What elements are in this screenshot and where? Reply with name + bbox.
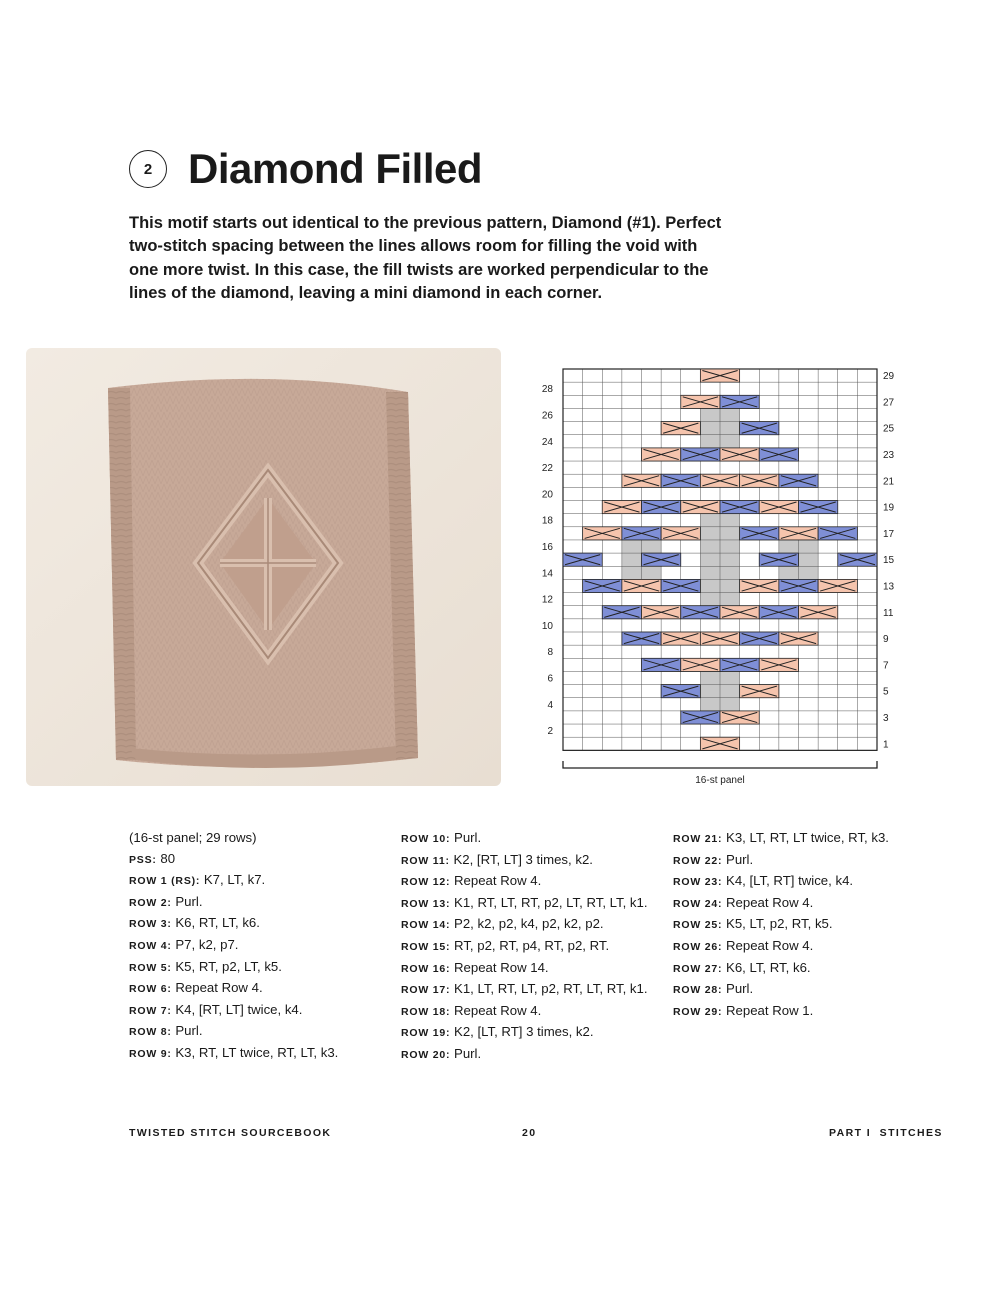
row-line: ROW 19: K2, [LT, RT] 3 times, k2. [401, 1024, 594, 1040]
row-line: ROW 16: Repeat Row 14. [401, 959, 549, 975]
row-line: ROW 7: K4, [RT, LT] twice, k4. [129, 1001, 303, 1017]
right-twist-symbol [681, 448, 720, 461]
right-twist-symbol [661, 685, 700, 698]
row-line: ROW 28: Purl. [673, 981, 754, 997]
row-number-label: 14 [541, 568, 553, 580]
right-twist-symbol [602, 606, 641, 619]
row-line: ROW 1 (RS): K7, LT, k7. [129, 872, 266, 888]
row-line: ROW 21: K3, LT, RT, LT twice, RT, k3. [673, 830, 889, 845]
right-twist-symbol [720, 501, 759, 514]
row-line: ROW 11: K2, [RT, LT] 3 times, k2. [401, 851, 593, 867]
row-number-label: 1 [883, 739, 889, 751]
left-twist-symbol [602, 501, 641, 514]
row-number-label: 15 [883, 555, 895, 567]
left-twist-symbol [622, 474, 661, 487]
left-twist-symbol [661, 632, 700, 645]
right-twist-symbol [563, 553, 602, 566]
row-line: ROW 26: Repeat Row 4. [673, 937, 814, 953]
row-line: ROW 2: Purl. [129, 893, 203, 909]
row-line: ROW 29: Repeat Row 1. [673, 1002, 814, 1018]
left-twist-symbol [779, 527, 818, 540]
row-line: ROW 14: P2, k2, p2, k4, p2, k2, p2. [401, 916, 604, 932]
left-twist-symbol [720, 606, 759, 619]
left-twist-symbol [779, 632, 818, 645]
swatch-illustration [26, 348, 501, 786]
row-line: ROW 24: Repeat Row 4. [673, 894, 814, 910]
row-number-label: 18 [541, 515, 553, 527]
pss-line [129, 849, 338, 871]
left-twist-symbol [681, 501, 720, 514]
stitch-chart [530, 360, 910, 790]
row-number-label: 21 [883, 476, 895, 488]
left-twist-symbol [759, 658, 798, 671]
row-number-label: 17 [883, 528, 895, 540]
right-twist-symbol [661, 474, 700, 487]
row-number-label: 10 [541, 620, 553, 632]
row-number-label: 9 [883, 634, 889, 646]
left-twist-symbol [642, 448, 681, 461]
instructions-column-3 [673, 828, 889, 1022]
left-twist-symbol [720, 711, 759, 724]
row-number-label: 25 [883, 423, 895, 435]
row-line: ROW 22: Purl. [673, 851, 754, 867]
right-twist-symbol [779, 474, 818, 487]
row-line: ROW 3: K6, RT, LT, k6. [129, 915, 260, 931]
row-line: ROW 6: Repeat Row 4. [129, 980, 263, 996]
row-number-label: 19 [883, 502, 895, 514]
row-line: ROW 27: K6, LT, RT, k6. [673, 959, 811, 975]
left-twist-symbol [642, 606, 681, 619]
right-twist-symbol [720, 658, 759, 671]
right-twist-symbol [661, 579, 700, 592]
footer-book-title: TWISTED STITCH SOURCEBOOK [129, 1127, 332, 1139]
row-number-label: 23 [883, 449, 895, 461]
right-twist-symbol [838, 553, 877, 566]
row-line: ROW 20: Purl. [401, 1045, 482, 1061]
row-number-label: 4 [547, 699, 553, 711]
pattern-number: 2 [143, 160, 153, 178]
pss-label: PSS: [129, 853, 157, 866]
row-line: ROW 4: P7, k2, p7. [129, 936, 239, 952]
row-number-label: 5 [883, 686, 889, 698]
left-twist-symbol [700, 369, 739, 382]
right-twist-symbol [740, 632, 779, 645]
left-twist-symbol [622, 579, 661, 592]
row-number-label: 28 [541, 384, 553, 396]
panel-bracket [563, 761, 877, 768]
right-twist-symbol [818, 527, 857, 540]
instructions-column-2 [401, 828, 648, 1066]
left-twist-symbol [681, 395, 720, 408]
left-twist-symbol [759, 501, 798, 514]
row-number-label: 3 [883, 712, 889, 724]
row-number-label: 29 [883, 371, 895, 383]
row-line: ROW 23: K4, [LT, RT] twice, k4. [673, 873, 854, 889]
row-number-label: 27 [883, 397, 895, 409]
row-number-label: 7 [883, 660, 889, 672]
right-twist-symbol [622, 632, 661, 645]
row-number-label: 20 [541, 489, 553, 501]
footer-section: PART I STITCHES [829, 1127, 943, 1139]
right-twist-symbol [642, 501, 681, 514]
row-line: ROW 5: K5, RT, p2, LT, k5. [129, 958, 282, 974]
right-twist-symbol [681, 711, 720, 724]
left-twist-symbol [700, 474, 739, 487]
left-twist-symbol [740, 685, 779, 698]
left-twist-symbol [700, 632, 739, 645]
row-number-label: 11 [883, 607, 894, 619]
row-number-label: 22 [541, 463, 553, 475]
row-line: ROW 25: K5, LT, p2, RT, k5. [673, 916, 833, 932]
row-number-label: 2 [547, 726, 553, 738]
page-title: Diamond Filled [188, 145, 483, 192]
right-twist-symbol [779, 579, 818, 592]
left-twist-symbol [720, 448, 759, 461]
right-twist-symbol [740, 527, 779, 540]
right-twist-symbol [759, 553, 798, 566]
row-line: ROW 8: Purl. [129, 1023, 203, 1039]
right-twist-symbol [720, 395, 759, 408]
left-twist-symbol [818, 579, 857, 592]
right-twist-symbol [759, 448, 798, 461]
row-line: ROW 10: Purl. [401, 830, 482, 845]
row-line: ROW 17: K1, LT, RT, LT, p2, RT, LT, RT, k1. [401, 981, 648, 997]
panel-info: (16-st panel; 29 rows) [129, 830, 257, 845]
intro-paragraph: This motif starts out identical to the previous pattern, Diamond (#1). Perfect two-stitch spacing between the lines allows room for filling the void with one more twist. In this case, the fill twists are worked perpendicular to the lines of the diamond, leaving a mini diamond in each corner. [129, 214, 722, 302]
row-number-label: 16 [541, 542, 553, 554]
row-line: ROW 9: K3, RT, LT twice, RT, LT, k3. [129, 1044, 339, 1060]
right-twist-symbol [799, 501, 838, 514]
stitch-chart-grid [530, 360, 910, 790]
row-line: ROW 15: RT, p2, RT, p4, RT, p2, RT. [401, 937, 610, 953]
left-twist-symbol [661, 422, 700, 435]
left-twist-symbol [700, 737, 739, 750]
right-twist-symbol [759, 606, 798, 619]
pss-value: 80 [160, 850, 176, 866]
left-twist-symbol [799, 606, 838, 619]
row-number-label: 6 [547, 673, 553, 685]
row-number-label: 13 [883, 581, 895, 593]
instructions-column-1 [129, 828, 338, 1065]
row-number-label: 8 [547, 647, 553, 659]
right-twist-symbol [642, 553, 681, 566]
page-number: 20 [522, 1127, 537, 1139]
left-twist-symbol [681, 658, 720, 671]
right-twist-symbol [642, 658, 681, 671]
left-twist-symbol [740, 474, 779, 487]
row-line: ROW 18: Repeat Row 4. [401, 1002, 542, 1018]
row-number-label: 26 [541, 410, 553, 422]
right-twist-symbol [740, 422, 779, 435]
row-number-label: 24 [541, 436, 553, 448]
row-line: ROW 13: K1, RT, LT, RT, p2, LT, RT, LT, k1. [401, 894, 648, 910]
right-twist-symbol [583, 579, 622, 592]
left-twist-symbol [661, 527, 700, 540]
swatch-photo [26, 348, 501, 786]
row-number-label: 12 [541, 594, 553, 606]
panel-label: 16-st panel [695, 775, 745, 786]
left-twist-symbol [740, 579, 779, 592]
pattern-number-badge [129, 150, 167, 188]
right-twist-symbol [622, 527, 661, 540]
right-twist-symbol [681, 606, 720, 619]
row-line: ROW 12: Repeat Row 4. [401, 873, 542, 889]
left-twist-symbol [583, 527, 622, 540]
